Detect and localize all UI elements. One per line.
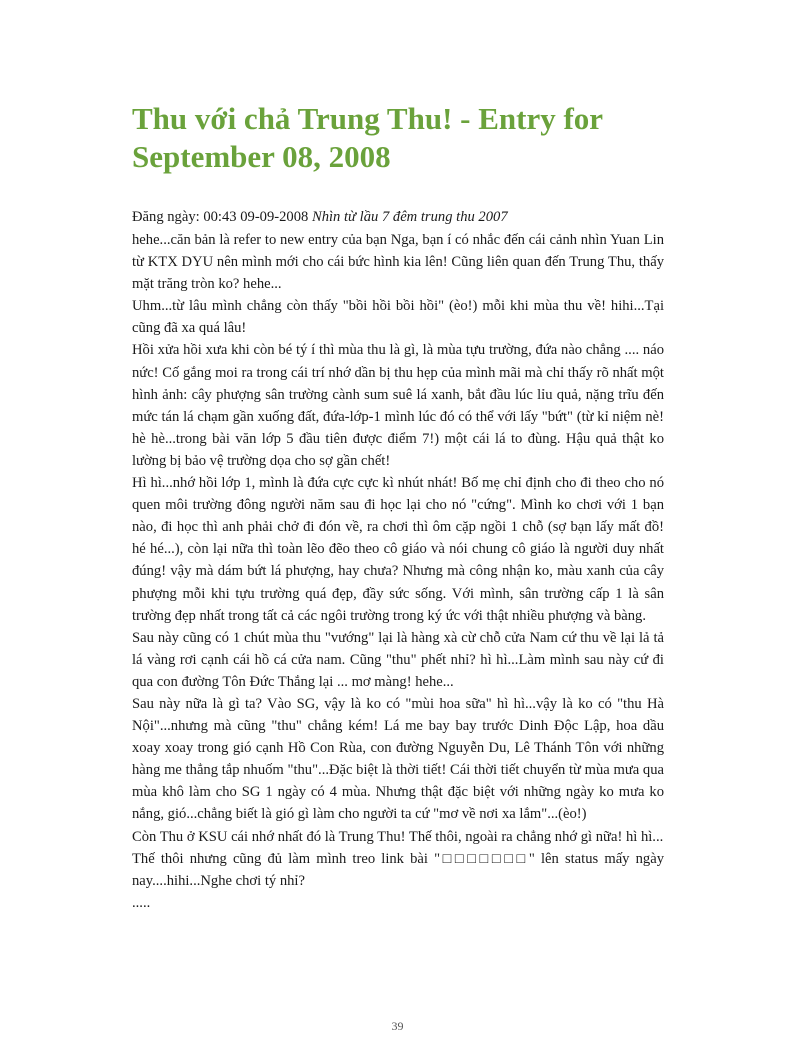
paragraph-first-grade: Hì hì...nhớ hồi lớp 1, mình là đứa cực cực kì nhút nhát! Bố mẹ chỉ định cho đi theo cho nó quen môi trường đông người năm sau đi học lại cho nó "cứng". Mình ko chơi với 1 bạn nào, đi học thì anh phải chở đi đón về, ra chơi thì ôm cặp ngồi 1 chỗ (sợ bạn lấy mất đồ! hé hé...), còn lại nữa thì toàn lẽo đẽo theo cô giáo và nói chung cô giáo là người duy nhất đúng! vậy mà dám bứt lá phượng, hay chưa? Nhưng mà công nhận ko, màu xanh của cây phượng mỗi khi tựu trường quá đẹp, đầy sức sống. Với mình, sân trường cấp 1 là sân trường đẹp nhất trong tất cả các ngôi trường trong ký ức với thật nhiều phượng và bàng.	[132, 475, 664, 624]
song-title-glyphs: □□□□□□□	[440, 850, 529, 867]
document-page	[132, 100, 664, 914]
entry-title: Thu với chả Trung Thu! - Entry for September 08, 2008	[132, 101, 603, 174]
paragraph-later-years: Sau này cũng có 1 chút mùa thu "vướng" lại là hàng xà cừ chỗ cửa Nam cứ thu về lại lả tả lá vàng rơi cạnh cái hồ cá cửa nam. Cũng "thu" phết nhỉ? hì hì...Làm mình sau này cứ đi qua con đường Tôn Đức Thắng lại ... mơ màng! hehe...	[132, 629, 664, 690]
link-text-before: Thế thôi nhưng cũng đủ làm mình treo link bài "	[132, 850, 441, 867]
entry-meta	[132, 206, 664, 229]
paragraph-autumn-feeling: Uhm...từ lâu mình chẳng còn thấy "bồi hồi bồi hồi" (èo!) mỗi khi mùa thu về! hihi...Tại cũng đã xa quá lâu!	[132, 298, 664, 337]
closing-ellipsis: .....	[132, 894, 151, 911]
paragraph-intro: hehe...căn bản là refer to new entry của bạn Nga, bạn í có nhắc đến cái cảnh nhìn Yuan Lin từ KTX DYU nên mình mới cho cái bức hình kia lên! Cũng liên quan đến Trung Thu, thấy mặt trăng tròn ko? hehe...	[132, 232, 664, 293]
page-number: 39	[391, 1019, 404, 1033]
entry-body	[132, 229, 664, 914]
link-text-after: " lên status mấy ngày nay....hihi...Nghe chơi tý nhỉ?	[132, 850, 664, 889]
paragraph-ksu: Còn Thu ở KSU cái nhớ nhất đó là Trung Thu! Thế thôi, ngoài ra chẳng nhớ gì nữa! hì hì...	[132, 828, 664, 845]
paragraph-childhood: Hồi xửa hồi xưa khi còn bé tý í thì mùa thu là gì, là mùa tựu trường, đứa nào chẳng .... náo nức! Cố gắng moi ra trong cái trí nhớ dần bị thu hẹp của mình mãi mà chỉ thấy rõ nhất một hình ảnh: cây phượng sân trường cành sum suê lá xanh, bắt đầu lúc lỉu quả, nặng trĩu đến mức tán lá chạm gần xuống đất, đứa-lớp-1 mình lúc đó có thể với lấy "bứt" (từ kỉ niệm nè! hè hè...trong bài văn lớp 5 đầu tiên được điểm 7!) một cái lá to đùng. Hậu quả thật ko lường bị bảo vệ trường dọa cho sợ gần chết!	[132, 342, 664, 469]
paragraph-link	[132, 848, 664, 892]
posted-date: Đăng ngày: 00:43 09-09-2008	[132, 209, 312, 225]
photo-caption: Nhìn từ lầu 7 đêm trung thu 2007	[311, 209, 508, 225]
paragraph-saigon: Sau này nữa là gì ta? Vào SG, vậy là ko có "mùi hoa sữa" hì hì...vậy là ko có "thu Hà Nội"...nhưng mà cũng "thu" chẳng kém! Lá me bay bay trước Dinh Độc Lập, hoa dầu xoay xoay trong gió cạnh Hồ Con Rùa, con đường Nguyễn Du, Lê Thánh Tôn với những hàng me thẳng tắp nhuốm "thu"...Đặc biệt là thời tiết! Cái thời tiết chuyển từ mùa mưa qua mùa khô làm cho SG 1 ngày có 4 mùa. Nhưng thật đặc biệt với những ngày ko mưa ko nắng, gió...chẳng biết là gió gì làm cho người ta cứ "mơ về nơi xa lắm"...(èo!)	[132, 695, 664, 823]
